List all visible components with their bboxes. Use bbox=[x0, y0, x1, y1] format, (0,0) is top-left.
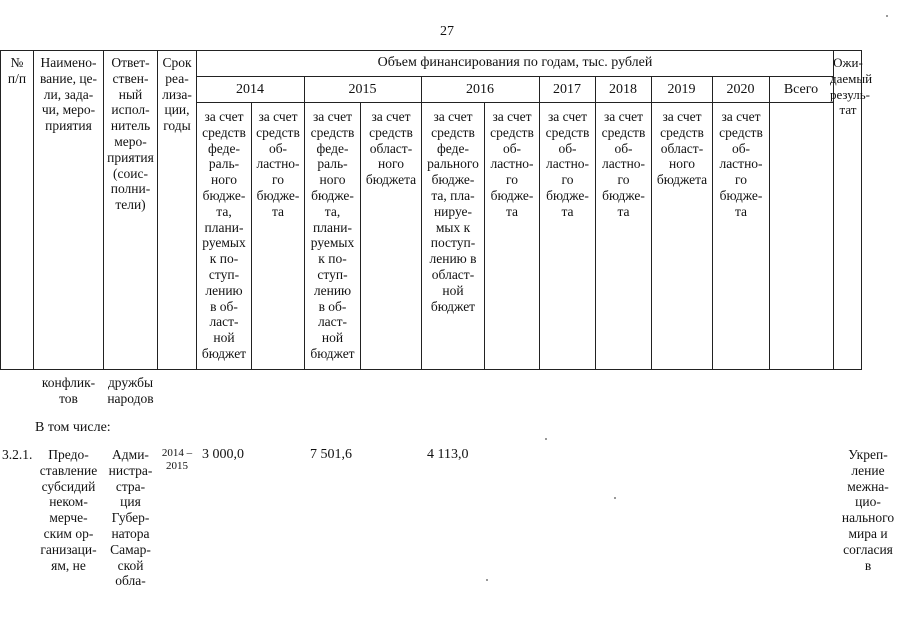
year-2020: 2020 bbox=[726, 82, 755, 97]
value-2016-federal: 4 113,0 bbox=[427, 447, 469, 462]
total-header: Всего bbox=[783, 82, 819, 97]
value-2014-federal: 3 000,0 bbox=[202, 447, 244, 462]
subheader-2014-regional: за счет средств об- ластно- го бюдже- та bbox=[256, 109, 300, 219]
page-number: 27 bbox=[440, 24, 454, 39]
value-2015-federal: 7 501,6 bbox=[310, 447, 352, 462]
col-border bbox=[769, 76, 770, 370]
scan-speck bbox=[545, 438, 547, 440]
header-result: Ожи- даемый резуль- тат bbox=[830, 55, 873, 118]
header-period: Срок реа- лиза- ции, годы bbox=[162, 55, 192, 134]
subheader-2015-regional: за счет средств област- ного бюджета bbox=[365, 109, 417, 188]
subheader-2020-regional: за счет средств об- ластно- го бюдже- та bbox=[719, 109, 763, 219]
year-2019: 2019 bbox=[667, 82, 696, 97]
year-2018: 2018 bbox=[609, 82, 637, 97]
row-result: Укреп- ление межна- цио- нального мира и согласия в bbox=[841, 447, 895, 573]
row-executor: Адми- нистра- стра- ция Губер- натора Самар- ской обла- bbox=[108, 447, 153, 589]
header-name: Наимено- вание, це- ли, зада- чи, меро- приятия bbox=[39, 55, 98, 134]
continuation-name: конфлик- тов bbox=[41, 375, 96, 406]
subheader-2014-federal: за счет средств феде- раль- ного бюдже- та, плани- руемых к по- ступ- лению в об- ласт- ной бюджет bbox=[201, 109, 247, 361]
header-funding-title: Объем финансирования по годам, тыс. рублей bbox=[377, 55, 653, 70]
header-num: № п/п bbox=[7, 55, 27, 86]
funding-title-bottom-line bbox=[196, 76, 833, 77]
subheader-2015-federal: за счет средств феде- раль- ного бюдже- та, плани- руемых к по- ступ- лению в об- ласт- ной бюджет bbox=[310, 109, 355, 361]
row-period: 2014 – 2015 bbox=[161, 447, 193, 472]
row-number: 3.2.1. bbox=[2, 447, 33, 462]
header-executor: Ответ- ствен- ный испол- нитель меро- приятия (соис- полни- тели) bbox=[107, 55, 154, 213]
continuation-executor: дружбы народов bbox=[107, 375, 154, 406]
subheader-2016-regional: за счет средств об- ластно- го бюдже- та bbox=[490, 109, 534, 219]
in-total-label: В том числе: bbox=[35, 420, 111, 435]
scan-speck bbox=[614, 497, 616, 499]
year-2015: 2015 bbox=[348, 82, 377, 97]
year-2016: 2016 bbox=[466, 82, 494, 97]
scan-speck bbox=[886, 15, 888, 17]
col-border bbox=[0, 50, 1, 370]
scan-speck bbox=[486, 579, 488, 581]
subheader-2019-regional: за счет средств област- ного бюджета bbox=[656, 109, 708, 188]
year-2017: 2017 bbox=[553, 82, 581, 97]
table-top-border bbox=[0, 50, 861, 51]
years-bottom-line bbox=[196, 102, 833, 103]
subheader-2018-regional: за счет средств об- ластно- го бюдже- та bbox=[601, 109, 646, 219]
subheader-2017-regional: за счет средств об- ластно- го бюдже- та bbox=[545, 109, 590, 219]
year-2014: 2014 bbox=[236, 82, 264, 97]
subheader-2016-federal: за счет средств феде- рального бюдже- та, пла- нируе- мых к поступ- лению в област- ной бюджет bbox=[427, 109, 479, 314]
table-header-bottom-border bbox=[0, 369, 861, 370]
row-name: Предо- ставление субсидий неком- мерче- ским ор- ганизаци- ям, не bbox=[39, 447, 98, 573]
